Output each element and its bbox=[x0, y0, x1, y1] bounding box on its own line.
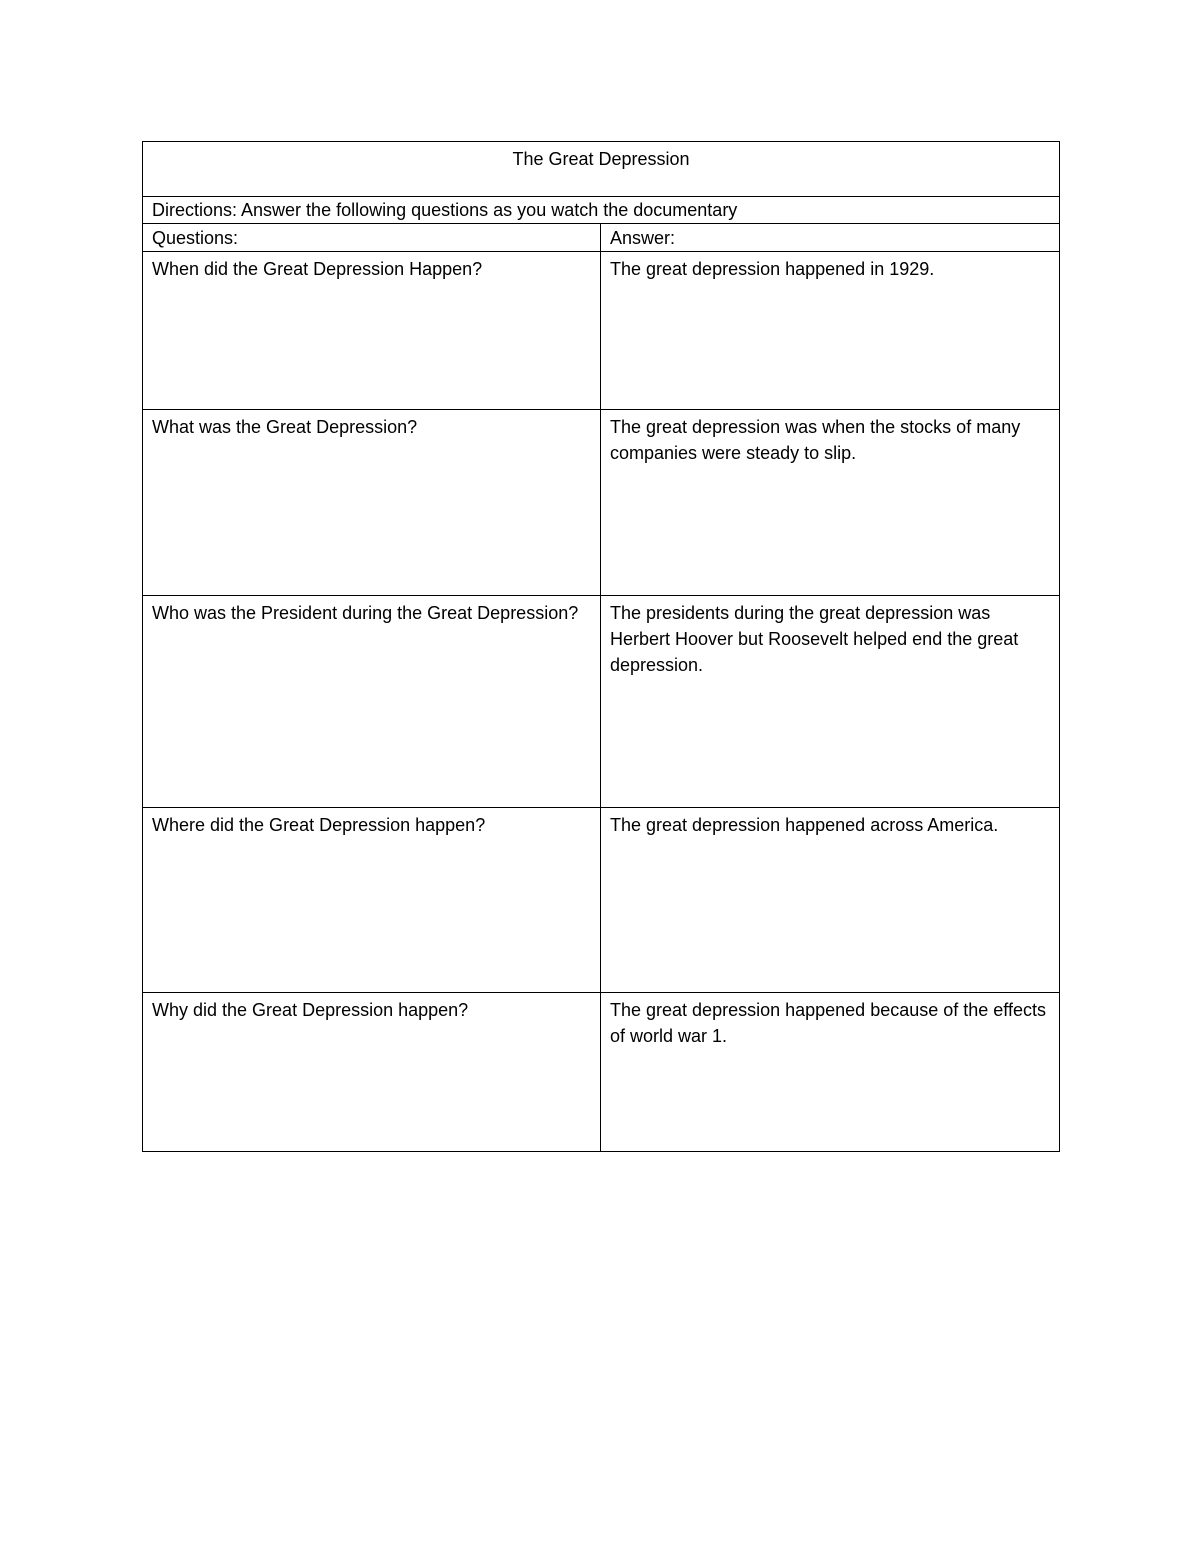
answer-text: The presidents during the great depression was Herbert Hoover but Roosevelt helped end the great depression. bbox=[610, 603, 1019, 675]
answer-cell bbox=[601, 252, 1060, 410]
question-text: Why did the Great Depression happen? bbox=[152, 1000, 469, 1020]
table-row bbox=[143, 252, 1060, 410]
question-cell bbox=[143, 596, 601, 808]
question-text: Where did the Great Depression happen? bbox=[152, 815, 486, 835]
question-text: Who was the President during the Great Depression? bbox=[152, 603, 579, 623]
question-cell bbox=[143, 993, 601, 1152]
question-text: What was the Great Depression? bbox=[152, 417, 418, 437]
header-row bbox=[143, 224, 1060, 252]
title-row bbox=[143, 142, 1060, 197]
table-row bbox=[143, 993, 1060, 1152]
question-text: When did the Great Depression Happen? bbox=[152, 259, 483, 279]
answer-text: The great depression happened in 1929. bbox=[610, 259, 935, 279]
answer-cell bbox=[601, 993, 1060, 1152]
table-row bbox=[143, 596, 1060, 808]
worksheet-title: The Great Depression bbox=[143, 142, 1060, 197]
directions-row bbox=[143, 197, 1060, 224]
directions-text: Directions: Answer the following questions as you watch the documentary bbox=[143, 197, 1060, 224]
question-cell bbox=[143, 808, 601, 993]
answer-text: The great depression was when the stocks of many companies were steady to slip. bbox=[610, 417, 1021, 463]
question-cell bbox=[143, 252, 601, 410]
questions-header: Questions: bbox=[143, 224, 601, 252]
table-row bbox=[143, 410, 1060, 596]
answer-cell bbox=[601, 808, 1060, 993]
question-cell bbox=[143, 410, 601, 596]
answer-header: Answer: bbox=[601, 224, 1060, 252]
worksheet-table bbox=[142, 141, 1060, 1152]
answer-text: The great depression happened because of the effects of world war 1. bbox=[610, 1000, 1046, 1046]
answer-text: The great depression happened across America. bbox=[610, 815, 999, 835]
answer-cell bbox=[601, 596, 1060, 808]
answer-cell bbox=[601, 410, 1060, 596]
table-row bbox=[143, 808, 1060, 993]
